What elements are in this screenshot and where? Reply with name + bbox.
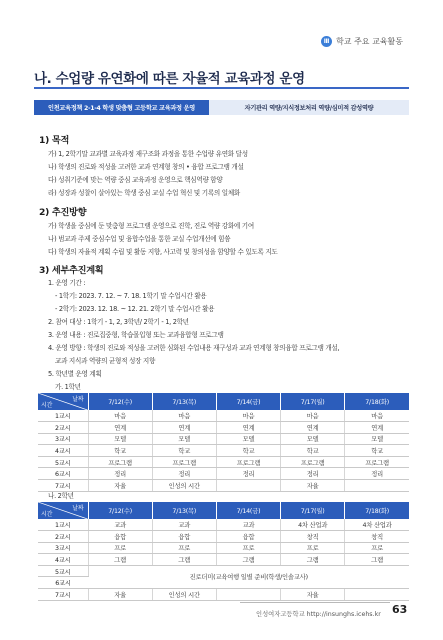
table-cell: 그램 [152, 554, 216, 566]
table-cell: 모델 [216, 433, 280, 445]
date-header: 7/18(화) [345, 502, 409, 519]
table-cell: 학교 [216, 445, 280, 457]
table-cell: 마음 [152, 410, 216, 422]
table-cell: 자율 [281, 589, 345, 601]
table-corner-cell: 날짜 시간 [38, 393, 88, 410]
plan-item: 5. 학년별 운영 계획 [48, 370, 102, 378]
table-row [38, 468, 409, 480]
date-header: 7/14(금) [216, 393, 280, 410]
section-label: 학교 주요 교육활동 [336, 37, 403, 46]
period-cell: 1교시 [38, 410, 88, 422]
table-cell: 정리 [88, 468, 152, 480]
table-cell: 프로 [88, 542, 152, 554]
table-cell: 프로 [216, 542, 280, 554]
table-cell: 융합 [88, 531, 152, 543]
purpose-item: 가) 1, 2학기말 교과별 교육과정 재구조화 과정을 통한 수업량 유연화 달성 [48, 150, 248, 158]
plan-item: 4. 운영 방향 : 학생의 진로와 적성을 고려한 심화된 수업내용 재구성과 교과 연계형 창의융합 프로그램 개설, [48, 344, 340, 352]
period-cell: 6교시 [38, 577, 88, 589]
purpose-item: 다) 성취기준에 맞는 역량 중심 교육과정 운영으로 핵심역량 함양 [48, 176, 223, 184]
table-cell: 마음 [88, 410, 152, 422]
table-cell [345, 589, 409, 601]
table-cell: 학교 [152, 445, 216, 457]
table-cell: 모델 [281, 433, 345, 445]
table-row [38, 456, 409, 468]
direction-item: 다) 학생의 자율적 계획 수립 및 활동 지향, 사고력 및 창의성을 함양할 수 있도록 지도 [48, 248, 278, 256]
table-cell: 프로 [345, 542, 409, 554]
date-header: 7/14(금) [216, 502, 280, 519]
table-cell: 프로그램 [152, 456, 216, 468]
table-cell: 모델 [152, 433, 216, 445]
table-cell: 그램 [281, 554, 345, 566]
table-cell: 연계 [216, 422, 280, 434]
footer-school-url: 인성여자고등학교 http://insunghs.icehs.kr [256, 611, 381, 618]
table-cell: 프로 [152, 542, 216, 554]
date-header: 7/18(화) [345, 393, 409, 410]
table-cell [345, 480, 409, 492]
plan-item: 3. 운영 내용 : 진로집중형, 학습몰입형 또는 교과융합형 프로그램 [48, 331, 224, 339]
table-row [38, 480, 409, 492]
table-row [38, 554, 409, 566]
date-header: 7/12(수) [88, 393, 152, 410]
table-cell: 4차 산업과 [345, 519, 409, 531]
policy-banner [34, 100, 409, 115]
table-cell: 프로그램 [88, 456, 152, 468]
plan-item: 1. 운영 기간 : [48, 279, 86, 287]
table-cell: 융합 [152, 531, 216, 543]
table-cell: 창직 [345, 531, 409, 543]
table-cell: 정리 [216, 468, 280, 480]
period-cell: 2교시 [38, 422, 88, 434]
period-cell: 2교시 [38, 531, 88, 543]
table-cell: 인성의 시간 [152, 480, 216, 492]
table-row [38, 445, 409, 457]
period-cell: 4교시 [38, 445, 88, 457]
table-cell: 학교 [345, 445, 409, 457]
competency-label: 자기관리 역량/지식정보처리 역량/심미적 감성역량 [209, 100, 409, 115]
table-cell [216, 480, 280, 492]
table-cell: 연계 [281, 422, 345, 434]
title-underline [34, 87, 409, 89]
table-cell: 프로그램 [345, 456, 409, 468]
date-header: 7/12(수) [88, 502, 152, 519]
date-header: 7/17(월) [281, 393, 345, 410]
table-row [38, 565, 409, 577]
table-row [38, 410, 409, 422]
table-row [38, 433, 409, 445]
table-cell: 학교 [88, 445, 152, 457]
table-cell: 교과 [88, 519, 152, 531]
page-title: 나. 수업량 유연화에 따른 자율적 교육과정 운영 [34, 71, 305, 87]
period-cell: 5교시 [38, 565, 88, 577]
period-cell: 3교시 [38, 542, 88, 554]
table-cell: 프로그램 [216, 456, 280, 468]
table-cell: 프로그램 [281, 456, 345, 468]
period-cell: 1교시 [38, 519, 88, 531]
period-cell: 5교시 [38, 456, 88, 468]
table-cell: 프로 [281, 542, 345, 554]
grade2-schedule-table [38, 502, 409, 601]
period-cell: 6교시 [38, 468, 88, 480]
table-cell: 연계 [345, 422, 409, 434]
period-cell: 3교시 [38, 433, 88, 445]
plan-item: 교과 지식과 역량의 균형적 성장 지향 [55, 357, 156, 365]
table-row [38, 519, 409, 531]
table-cell: 정리 [345, 468, 409, 480]
table-cell: 인성의 시간 [152, 589, 216, 601]
direction-item: 나) 범교과 주제 중심수업 및 융합수업을 통한 교실 수업개선에 힘씀 [48, 235, 231, 243]
period-cell: 7교시 [38, 480, 88, 492]
table-row [38, 542, 409, 554]
table-cell: 모델 [88, 433, 152, 445]
table-cell: 그램 [345, 554, 409, 566]
table-cell: 교과 [216, 519, 280, 531]
table-header-row [38, 393, 409, 410]
table-cell: 그램 [88, 554, 152, 566]
table-row [38, 531, 409, 543]
table-cell: 교과 [152, 519, 216, 531]
table-cell: 그램 [216, 554, 280, 566]
chapter-number-badge: Ⅲ [321, 36, 332, 47]
purpose-item: 라) 성장과 성찰이 살아있는 학생 중심 교실 수업 혁신 및 기록의 일체화 [48, 189, 240, 197]
direction-item: 가) 학생을 중심에 둔 맞춤형 프로그램 운영으로 진학, 진로 역량 강화에 기여 [48, 222, 254, 230]
purpose-item: 나) 학생의 진로와 적성을 고려한 교과 연계형 창의 • 융합 프로그램 개설 [48, 163, 244, 171]
table-cell: 연계 [152, 422, 216, 434]
plan-item: 2. 참여 대상 : 1학기 - 1, 2, 3학년/ 2학기 - 1, 2학년 [48, 318, 189, 326]
plan-item: - 2학기: 2023. 12. 18. ~ 12. 21. 2학기 말 수업시간 활용 [55, 305, 215, 313]
table-cell: 모델 [345, 433, 409, 445]
table-cell: 자율 [88, 589, 152, 601]
table-cell: 자율 [88, 480, 152, 492]
plan-heading: 3) 세부추진계획 [39, 265, 104, 276]
table-cell: 창직 [281, 531, 345, 543]
purpose-heading: 1) 목적 [39, 135, 70, 146]
direction-heading: 2) 추진방향 [39, 207, 87, 218]
table-cell: 마음 [281, 410, 345, 422]
table-cell: 자율 [281, 480, 345, 492]
date-header: 7/13(목) [152, 393, 216, 410]
table-cell: 마음 [216, 410, 280, 422]
table-cell [216, 589, 280, 601]
table-cell: 정리 [281, 468, 345, 480]
policy-code-label: 인천교육정책 2-1-4 학생 맞춤형 고등학교 교육과정 운영 [34, 100, 209, 115]
table-cell: 마음 [345, 410, 409, 422]
section-header [321, 36, 403, 47]
grade1-label: 가. 1학년 [55, 383, 81, 391]
period-cell: 7교시 [38, 589, 88, 601]
table-cell: 학교 [281, 445, 345, 457]
date-header: 7/13(목) [152, 502, 216, 519]
table-cell: 4차 산업과 [281, 519, 345, 531]
grade1-schedule-table [38, 393, 409, 492]
table-header-row [38, 502, 409, 519]
table-row [38, 422, 409, 434]
table-corner-cell: 날짜 시간 [38, 502, 88, 519]
merged-program-cell: 진로더미(교육여행 일별 준비(학생/인솔교사) [88, 565, 409, 588]
table-row [38, 589, 409, 601]
table-cell: 정리 [152, 468, 216, 480]
page-number: 63 [392, 603, 408, 616]
grade2-label: 나. 2학년 [48, 492, 74, 500]
table-cell: 융합 [216, 531, 280, 543]
date-header: 7/17(월) [281, 502, 345, 519]
plan-item: - 1학기: 2023. 7. 12. ~ 7. 18. 1학기 말 수업시간 활용 [55, 292, 207, 300]
period-cell: 4교시 [38, 554, 88, 566]
table-cell: 연계 [88, 422, 152, 434]
footer-divider [240, 602, 390, 603]
